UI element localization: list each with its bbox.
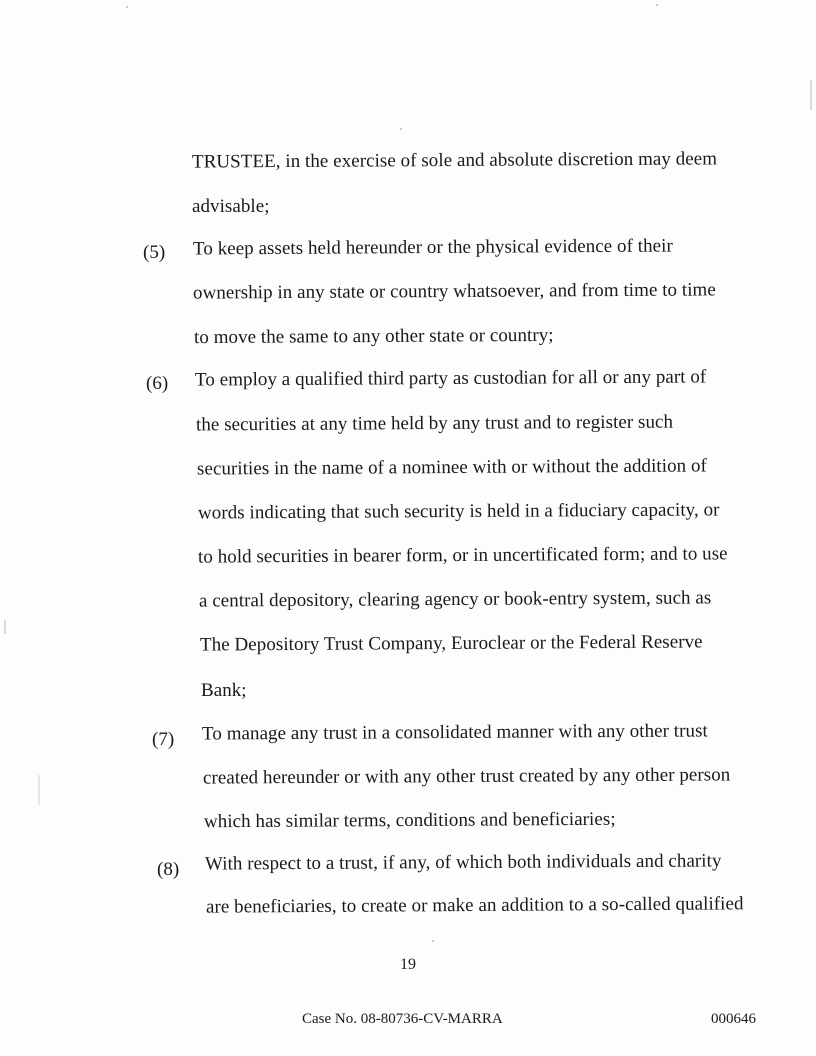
text-line: securities in the name of a nominee with or without the addition of bbox=[196, 455, 707, 480]
text-line: the securities at any time held by any trust and to register such bbox=[195, 411, 674, 436]
page-number: 19 bbox=[400, 956, 416, 973]
text-line: which has similar terms, conditions and beneficiaries; bbox=[203, 808, 616, 833]
paragraph-number: (5) bbox=[143, 242, 166, 263]
text-line: to hold securities in bearer form, or in uncertificated form; and to use bbox=[197, 543, 728, 568]
text-line: words indicating that such security is held in a fiduciary capacity, or bbox=[197, 499, 720, 524]
text-line: advisable; bbox=[192, 196, 270, 217]
text-line: a central depository, clearing agency or book-entry system, such as bbox=[198, 587, 712, 612]
scan-edge-mark bbox=[4, 620, 6, 634]
scan-edge-mark bbox=[38, 775, 40, 805]
scan-speck bbox=[432, 940, 434, 942]
text-line: TRUSTEE, in the exercise of sole and absolute discretion may deem bbox=[191, 148, 718, 173]
bates-number: 000646 bbox=[711, 1011, 756, 1027]
scan-speck bbox=[126, 6, 128, 8]
paragraph-number: (8) bbox=[157, 859, 180, 880]
text-line: To manage any trust in a consolidated manner with any other trust bbox=[201, 720, 708, 745]
text-line: To employ a qualified third party as custodian for all or any part of bbox=[194, 366, 707, 391]
text-line: are beneficiaries, to create or make an addition to a so-called qualified bbox=[205, 893, 744, 918]
text-line: The Depository Trust Company, Euroclear or the Federal Reserve bbox=[199, 631, 703, 656]
text-line: created hereunder or with any other trust created by any other person bbox=[202, 764, 731, 789]
paragraph-number: (6) bbox=[146, 373, 169, 394]
text-line: to move the same to any other state or country; bbox=[193, 324, 554, 349]
text-line: Bank; bbox=[201, 680, 247, 701]
scan-edge-mark bbox=[810, 80, 812, 110]
text-line: With respect to a trust, if any, of which both individuals and charity bbox=[204, 850, 722, 875]
text-line: ownership in any state or country whatsoever, and from time to time bbox=[192, 279, 716, 304]
paragraph-number: (7) bbox=[152, 729, 175, 750]
case-number: Case No. 08-80736-CV-MARRA bbox=[302, 1011, 503, 1027]
text-line: To keep assets held hereunder or the physical evidence of their bbox=[192, 235, 673, 260]
scan-speck bbox=[656, 4, 658, 6]
scan-speck bbox=[400, 128, 402, 130]
